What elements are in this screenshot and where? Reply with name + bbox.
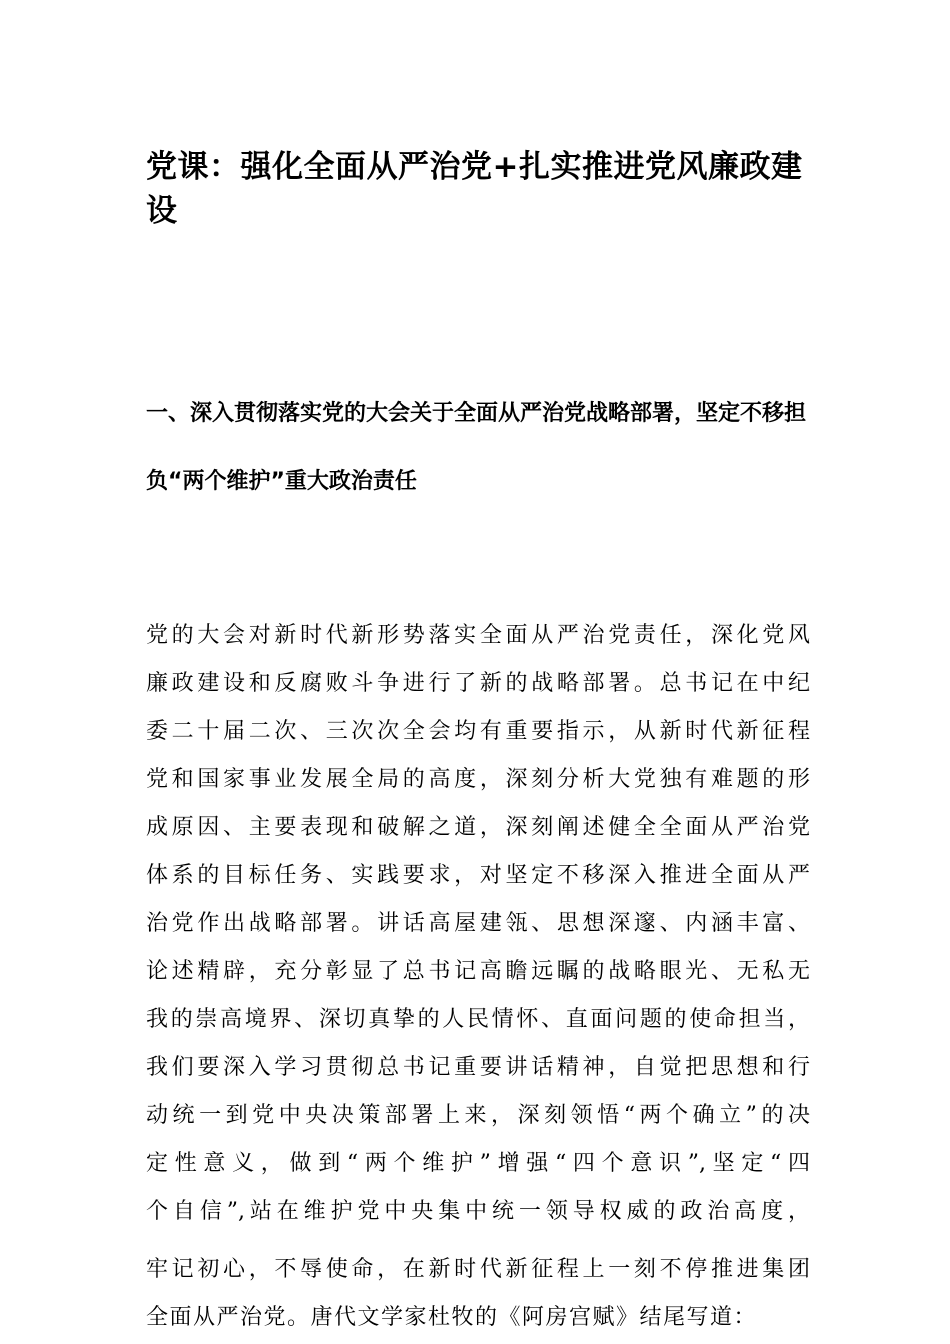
paragraph-line: 牢记初心，不辱使命，在新时代新征程上一刻不停推进集团 (146, 1257, 810, 1282)
paragraph-line: 治党作出战略部署。讲话高屋建瓴、思想深邃、内涵丰富、 (146, 911, 810, 936)
paragraph-line: 体系的目标任务、实践要求，对坚定不移深入推进全面从严 (146, 863, 810, 888)
paragraph-line: 全面从严治党。唐代文学家杜牧的《阿房宫赋》结尾写道： (146, 1305, 758, 1330)
paragraph-line: 我们要深入学习贯彻总书记重要讲话精神，自觉把思想和行 (146, 1055, 810, 1080)
body-paragraph (146, 612, 816, 1342)
paragraph-line: 廉政建设和反腐败斗争进行了新的战略部署。总书记在中纪 (146, 671, 810, 696)
paragraph-line: 定性意义，做到“两个维护”增强“四个意识”,坚定“四 (146, 1151, 810, 1176)
paragraph-line: 党的大会对新时代新形势落实全面从严治党责任，深化党风 (146, 623, 810, 648)
paragraph-line: 我的崇高境界、深切真挚的人民情怀、直面问题的使命担当， (146, 1007, 810, 1032)
paragraph-line: 成原因、主要表现和破解之道，深刻阐述健全全面从严治党 (146, 815, 810, 840)
section-heading: 一、深入贯彻落实党的大会关于全面从严治党战略部署，坚定不移担负“两个维护”重大政治责任 (146, 401, 807, 494)
paragraph-line: 党和国家事业发展全局的高度，深刻分析大党独有难题的形 (146, 767, 810, 792)
paragraph-line: 动统一到党中央决策部署上来，深刻领悟“两个确立”的决 (146, 1103, 810, 1128)
paragraph-line: 委二十届二次、三次次全会均有重要指示，从新时代新征程 (146, 719, 810, 744)
paragraph-line: 论述精辟，充分彰显了总书记高瞻远瞩的战略眼光、无私无 (146, 959, 810, 984)
paragraph-line: 个自信”,站在维护党中央集中统一领导权威的政治高度， (146, 1199, 810, 1224)
document-title: 党课：强化全面从严治党+扎实推进党风廉政建设 (146, 149, 803, 229)
